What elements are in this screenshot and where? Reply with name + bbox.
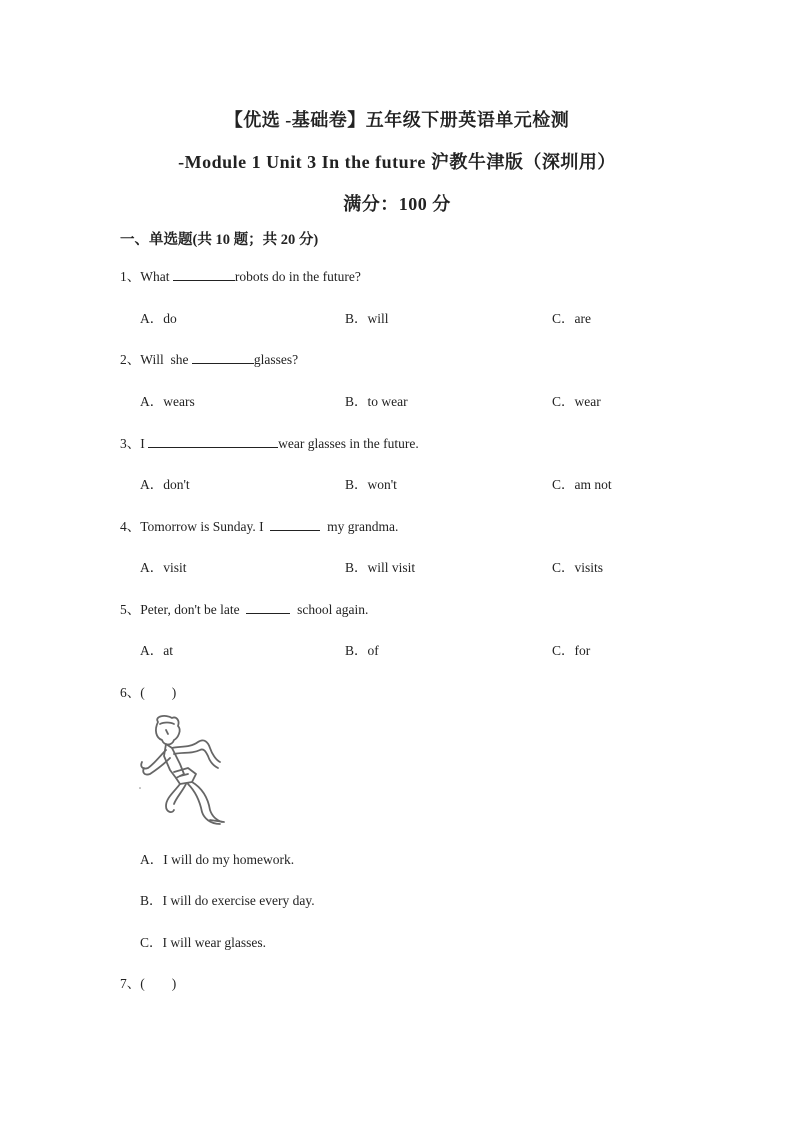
answer-blank[interactable] [148,435,278,448]
answer-blank[interactable] [192,351,254,364]
answer-blank[interactable] [270,518,320,531]
page-subtitle: -Module 1 Unit 3 In the future 沪教牛津版（深圳用） [178,152,616,172]
option-b[interactable]: B．I will do exercise every day. [140,893,315,908]
answer-blank[interactable] [173,268,235,281]
option-b[interactable]: B．won't [345,477,397,492]
question-2: 2、Will she glasses? [120,352,299,367]
option-c[interactable]: C．are [552,311,591,326]
question-1: 1、What robots do in the future? [120,269,361,284]
answer-blank[interactable] [246,601,290,614]
option-a[interactable]: A．wears [140,394,195,409]
question-7: 7、( ) [120,976,177,991]
page-title: 【优选 -基础卷】五年级下册英语单元检测 [224,110,570,130]
option-b[interactable]: B．to wear [345,394,408,409]
option-c[interactable]: C．I will wear glasses. [140,935,266,950]
option-b[interactable]: B．will [345,311,389,326]
question-3: 3、I wear glasses in the future. [120,436,419,451]
option-a[interactable]: A．at [140,643,173,658]
question-6: 6、( ) [120,685,177,700]
option-a[interactable]: A．don't [140,477,190,492]
option-c[interactable]: C．for [552,643,591,658]
option-a[interactable]: A．visit [140,560,187,575]
question-5: 5、Peter, don't be late school again. [120,602,369,617]
option-b[interactable]: B．of [345,643,379,658]
option-a[interactable]: A．I will do my homework. [140,852,295,867]
section-heading: 一、单选题(共 10 题；共 20 分) [120,232,319,248]
option-c[interactable]: C．wear [552,394,601,409]
option-c[interactable]: C．visits [552,560,604,575]
question-4: 4、Tomorrow is Sunday. I my grandma. [120,519,399,534]
option-a[interactable]: A．do [140,311,177,326]
running-boy-illustration [136,712,228,828]
option-c[interactable]: C．am not [552,477,612,492]
option-b[interactable]: B．will visit [345,560,416,575]
total-score: 满分：100 分 [343,194,451,214]
